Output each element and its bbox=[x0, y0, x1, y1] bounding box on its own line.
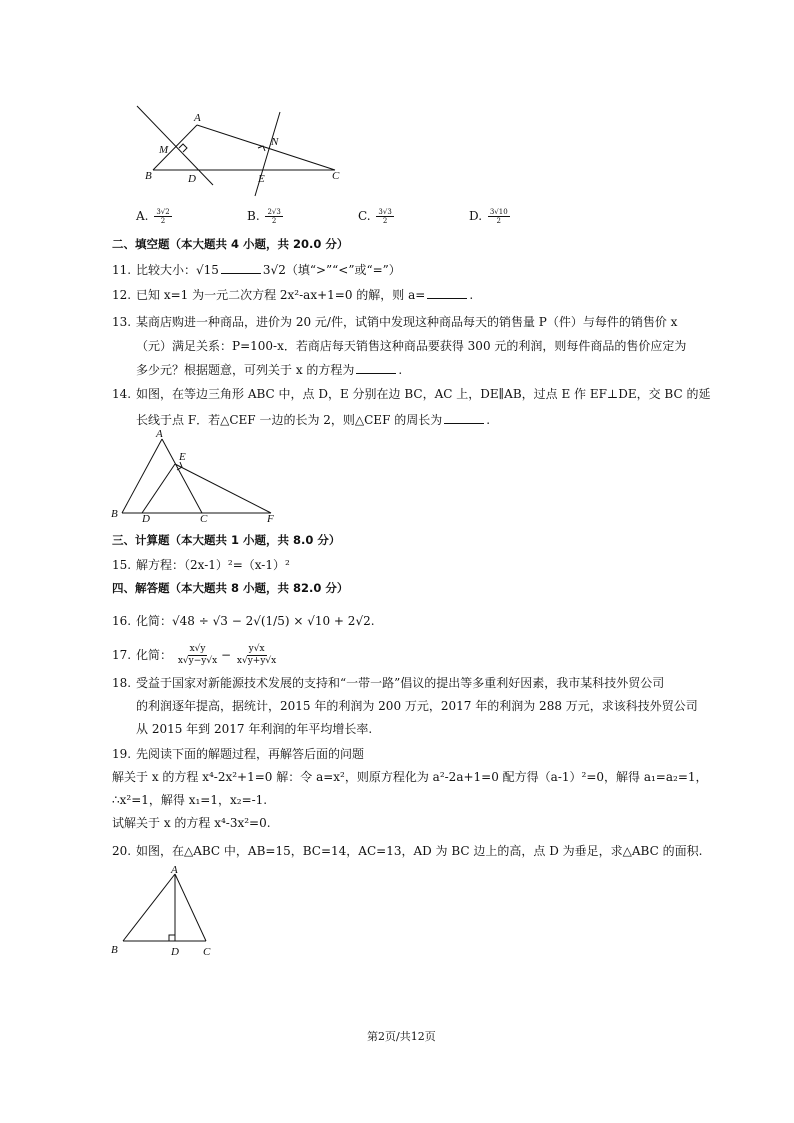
question-11: 11. 比较大小：√15 3√2（填“>”“<”或“=”） bbox=[112, 263, 401, 277]
fig2-label-d: D bbox=[142, 513, 150, 525]
question-number: 20. bbox=[112, 844, 132, 858]
figure-equilateral-triangle bbox=[105, 425, 285, 530]
fig3-label-c: C bbox=[203, 946, 211, 958]
fig1-label-m: M bbox=[159, 144, 169, 156]
answer-blank[interactable] bbox=[356, 362, 396, 374]
section-title-answer: 四、解答题（本大题共 8 小题，共 82.0 分） bbox=[112, 581, 349, 595]
q10-option-c[interactable] bbox=[358, 208, 394, 225]
fig1-label-b: B bbox=[145, 170, 152, 182]
question-number: 16. bbox=[112, 614, 132, 628]
fig1-label-d: D bbox=[188, 173, 196, 185]
option-letter: A. bbox=[136, 209, 149, 223]
question-12: 12. 已知 x=1 为一元二次方程 2x²-ax+1=0 的解，则 a= . bbox=[112, 288, 474, 302]
option-letter: D. bbox=[469, 209, 483, 223]
fig1-label-c: C bbox=[332, 170, 340, 182]
fig3-label-d: D bbox=[171, 946, 179, 958]
option-fraction: $\frac{3√3}{2}$ bbox=[378, 208, 392, 225]
section-title-fill-in: 二、填空题（本大题共 4 小题，共 20.0 分） bbox=[112, 237, 349, 251]
question-number: 11. bbox=[112, 263, 132, 277]
option-fraction: $\frac{3√10}{2}$ bbox=[489, 208, 508, 225]
fig1-label-n: N bbox=[271, 136, 279, 148]
option-fraction: $\frac{2√3}{2}$ bbox=[267, 208, 281, 225]
fig2-label-e: E bbox=[179, 451, 186, 463]
question-number: 14. bbox=[112, 387, 132, 401]
answer-blank[interactable] bbox=[427, 287, 467, 299]
question-16: 16. 化简：√48 ÷ √3 − 2√(1/5) × √10 + 2√2. bbox=[112, 614, 375, 628]
question-13: 13. 某商店购进一种商品，进价为 20 元/件，试销中发现这种商品每天的销售量 P（件）与每件的销售价 x （元）满足关系：P=100-x．若商店每天销售这种商品要获得 300 元的利润，则每件商品的售价应定为 多少元？根据题意，可列关于 x 的方程为 . bbox=[112, 310, 686, 382]
section-title-calculation: 三、计算题（本大题共 1 小题，共 8.0 分） bbox=[112, 533, 341, 547]
fig1-label-e: E bbox=[258, 173, 265, 185]
fraction-1: $\frac{x√y}{x√y-y√x}$ bbox=[177, 644, 218, 666]
figure-triangle-mn bbox=[125, 100, 355, 200]
fraction-2: $\frac{y√x}{x√y+y√x}$ bbox=[236, 644, 277, 666]
figure-triangle-altitude bbox=[108, 862, 218, 960]
q10-option-b[interactable] bbox=[247, 208, 283, 225]
option-letter: C. bbox=[358, 209, 371, 223]
question-19: 19. 先阅读下面的解题过程，再解答后面的问题 解关于 x 的方程 x⁴-2x²+1=0 解：令 a=x²，则原方程化为 a²-2a+1=0 配方得（a-1）²=0，解得 a₁=a₂=1， ∴x²=1，解得 x₁=1，x₂=-1. 试解关于 x 的方程 x⁴-3x²=0. bbox=[112, 743, 708, 835]
q10-option-a[interactable] bbox=[136, 208, 172, 225]
answer-blank[interactable] bbox=[221, 262, 261, 274]
question-number: 18. bbox=[112, 676, 132, 690]
page-footer: 第2页/共12页 bbox=[367, 1030, 436, 1043]
fig2-label-a: A bbox=[156, 428, 163, 440]
fig3-label-b: B bbox=[111, 944, 118, 956]
question-15: 15. 解方程：（2x-1）²=（x-1）² bbox=[112, 558, 290, 572]
question-number: 13. bbox=[112, 315, 132, 329]
question-number: 12. bbox=[112, 288, 132, 302]
fig2-label-c: C bbox=[200, 513, 208, 525]
fig3-label-a: A bbox=[171, 864, 178, 876]
fig2-label-f: F bbox=[267, 513, 274, 525]
question-17: 17. 化简： $\frac{x√y}{x√y-y√x}$ − $\frac{y√x}{x√y+y√x}$ bbox=[112, 644, 277, 666]
fig2-label-b: B bbox=[111, 508, 118, 520]
question-number: 19. bbox=[112, 747, 132, 761]
question-18: 18. 受益于国家对新能源技术发展的支持和“一带一路”倡议的提出等多重利好因素，我市某科技外贸公司 的利润逐年提高，据统计，2015 年的利润为 200 万元，2017 年的利润为 288 万元，求该科技外贸公司 从 2015 年到 2017 年利润的年平均增长率. bbox=[112, 672, 698, 741]
option-fraction: $\frac{3√2}{2}$ bbox=[156, 208, 170, 225]
question-number: 15. bbox=[112, 558, 132, 572]
answer-blank[interactable] bbox=[444, 412, 484, 424]
fig1-label-a: A bbox=[194, 112, 201, 124]
q10-option-d[interactable] bbox=[469, 208, 510, 225]
question-20: 20. 如图，在△ABC 中，AB=15，BC=14，AC=13，AD 为 BC 边上的高，点 D 为垂足，求△ABC 的面积. bbox=[112, 844, 703, 858]
question-number: 17. bbox=[112, 648, 132, 662]
question-14: 14. 如图，在等边三角形 ABC 中，点 D，E 分别在边 BC，AC 上，DE∥AB，过点 E 作 EF⊥DE，交 BC 的延 长线于点 F．若△CEF 一边的长为 2，则△CEF 的周长为 . bbox=[112, 381, 710, 433]
option-letter: B. bbox=[247, 209, 260, 223]
